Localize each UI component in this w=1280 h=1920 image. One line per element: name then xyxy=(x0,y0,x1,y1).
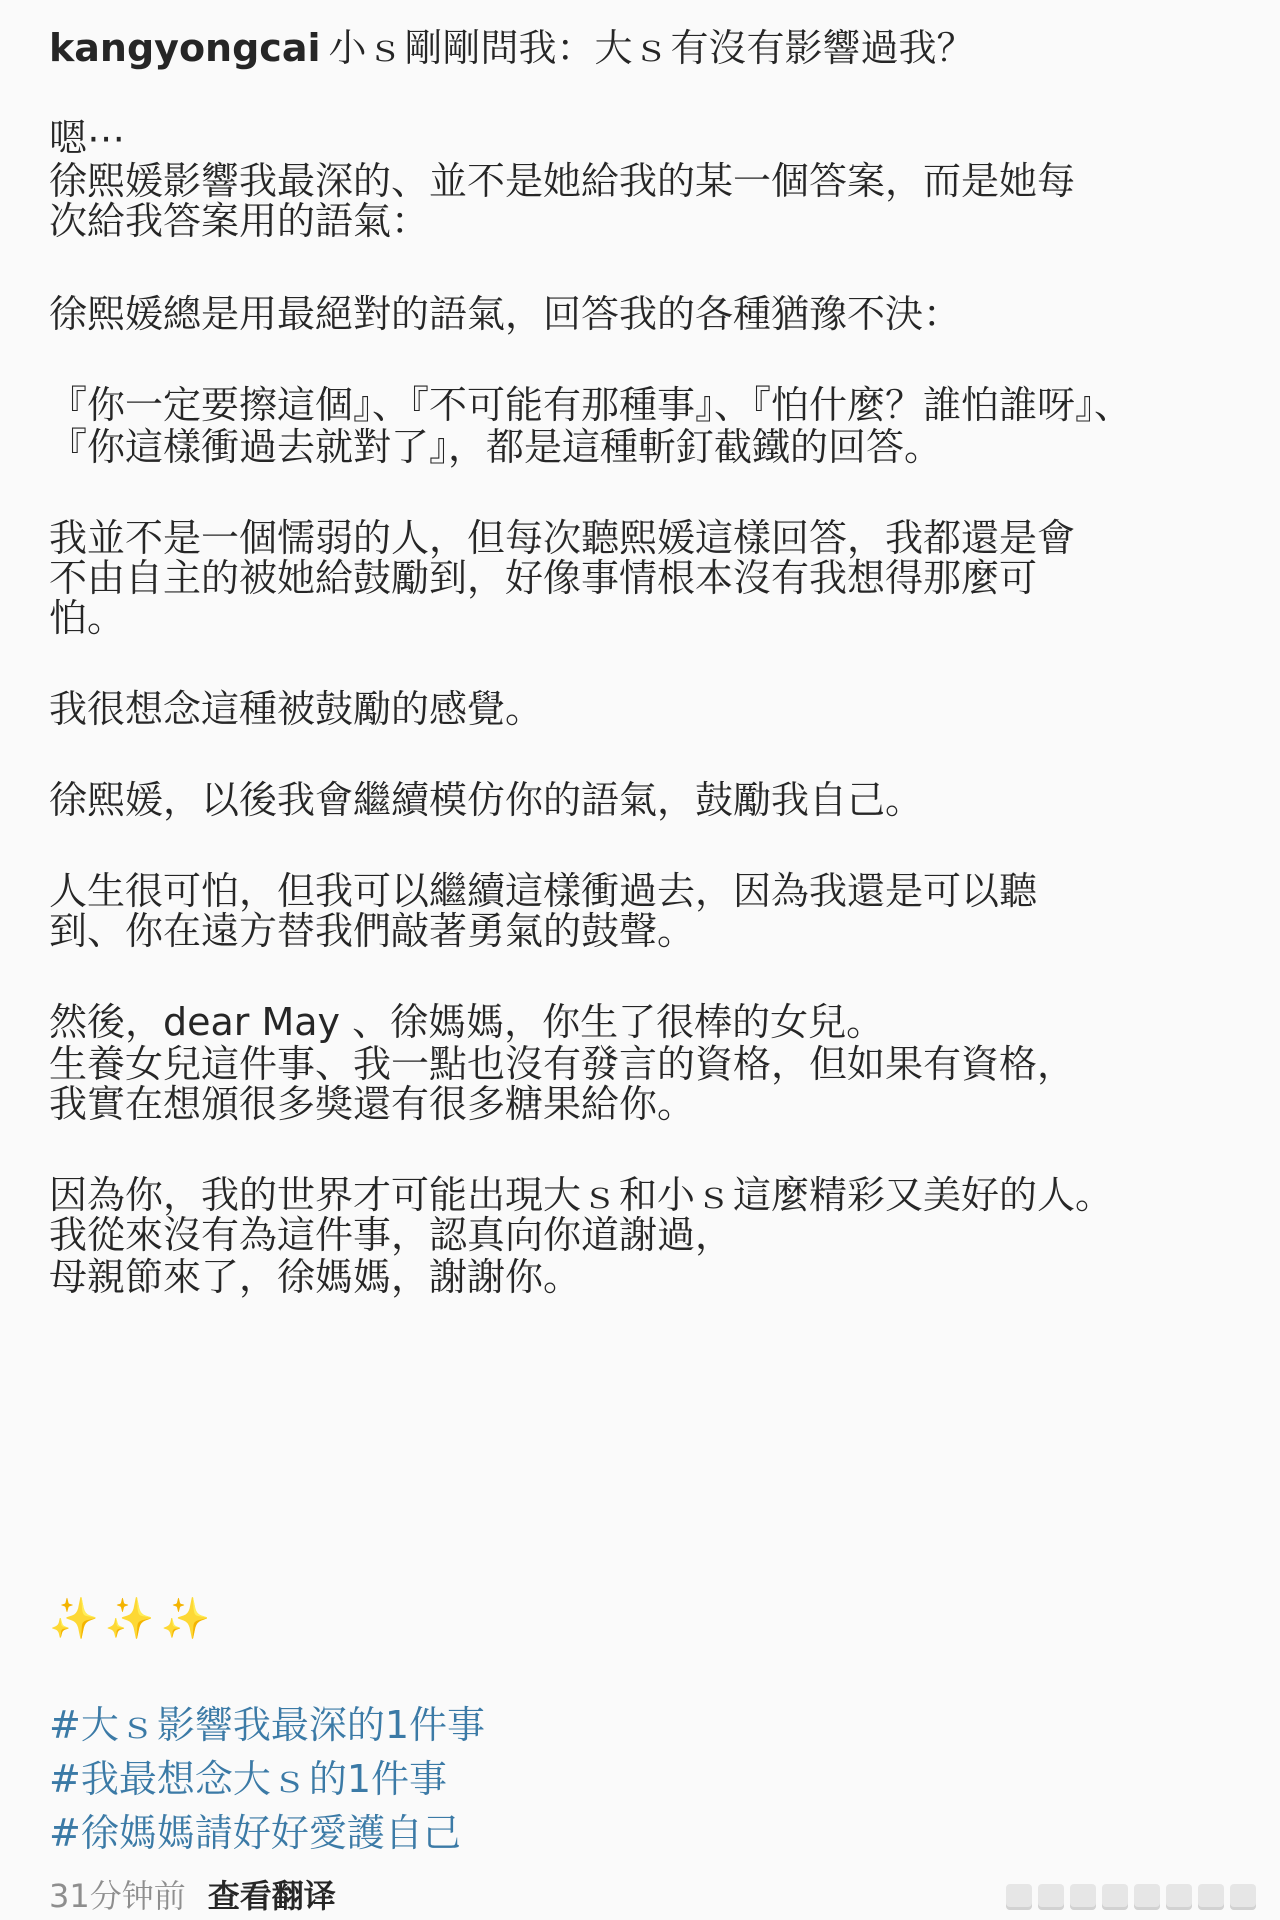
watermark-block xyxy=(1166,1884,1192,1910)
caption-line: 次給我答案用的語氣： xyxy=(49,199,430,243)
caption-line: 到、你在遠方替我們敲著勇氣的鼓聲。 xyxy=(49,909,696,953)
hashtag-link[interactable]: #徐媽媽請好好愛護自己 xyxy=(49,1811,461,1855)
caption-line: 我很想念這種被鼓勵的感覺。 xyxy=(49,687,544,731)
caption-paragraph xyxy=(49,998,1249,1129)
watermark-block xyxy=(1134,1884,1160,1910)
caption-paragraph xyxy=(49,514,1249,643)
watermark-block xyxy=(1006,1884,1032,1910)
watermark-blocks xyxy=(1006,1884,1256,1910)
caption-line: 母親節來了，徐媽媽，謝謝你。 xyxy=(49,1255,582,1299)
caption-line: 我實在想頒很多獎還有很多糖果給你。 xyxy=(49,1082,696,1126)
caption-first-line: 小ｓ剛剛問我：大ｓ有沒有影響過我？ xyxy=(328,26,975,70)
caption-line: 我並不是一個懦弱的人，但每次聽熙媛這樣回答，我都還是會 xyxy=(49,516,1076,560)
caption-line: 『你這樣衝過去就對了』，都是這種斬釘截鐵的回答。 xyxy=(49,425,943,469)
hashtag-link[interactable]: #我最想念大ｓ的1件事 xyxy=(49,1757,448,1801)
caption-line: 徐熙媛，以後我會繼續模仿你的語氣，鼓勵我自己。 xyxy=(49,778,924,822)
caption-line: 徐熙媛影響我最深的、並不是她給我的某一個答案，而是她每 xyxy=(49,159,1076,203)
caption-paragraph xyxy=(49,685,1249,734)
caption-paragraph xyxy=(49,381,1249,472)
caption-paragraph xyxy=(49,1171,1249,1302)
caption-paragraph xyxy=(49,114,1249,246)
hashtag-link[interactable]: #大ｓ影響我最深的1件事 xyxy=(49,1703,486,1747)
caption-paragraph xyxy=(49,290,1249,339)
caption-paragraph xyxy=(49,867,1249,956)
watermark-block xyxy=(1038,1884,1064,1910)
caption-header xyxy=(49,22,1249,74)
watermark-block xyxy=(1070,1884,1096,1910)
caption-line: 生養女兒這件事、我一點也沒有發言的資格，但如果有資格， xyxy=(49,1042,1076,1086)
caption-line: 怕。 xyxy=(49,596,126,640)
watermark-block xyxy=(1102,1884,1128,1910)
hashtag-list xyxy=(49,1698,485,1860)
caption-line: 嗯⋯ xyxy=(49,116,126,160)
caption-line: 我從來沒有為這件事，認真向你道謝過， xyxy=(49,1213,734,1257)
caption-line: 『你一定要擦這個』、『不可能有那種事』、『怕什麼？誰怕誰呀』、 xyxy=(49,383,1133,427)
watermark-block xyxy=(1230,1884,1256,1910)
sparkles-emoji xyxy=(49,1594,216,1644)
caption-paragraph xyxy=(49,776,1249,825)
post-caption xyxy=(49,22,1249,1302)
translate-button[interactable]: 查看翻译 xyxy=(207,1877,336,1915)
watermark-block xyxy=(1198,1884,1224,1910)
caption-line: 徐熙媛總是用最絕對的語氣，回答我的各種猶豫不決： xyxy=(49,292,962,336)
caption-line: 人生很可怕，但我可以繼續這樣衝過去，因為我還是可以聽 xyxy=(49,869,1038,913)
post-timestamp: 31分钟前 xyxy=(49,1877,186,1915)
caption-line: 因為你，我的世界才可能出現大ｓ和小ｓ這麼精彩又美好的人。 xyxy=(49,1173,1114,1217)
username-link[interactable]: kangyongcai xyxy=(49,26,321,70)
post-meta xyxy=(49,1874,336,1918)
caption-line: 不由自主的被她給鼓勵到，好像事情根本沒有我想得那麼可 xyxy=(49,556,1038,600)
sparkles-icon: ✨✨✨ xyxy=(49,1596,217,1642)
caption-line: 然後，dear May 、徐媽媽，你生了很棒的女兒。 xyxy=(49,1000,885,1044)
